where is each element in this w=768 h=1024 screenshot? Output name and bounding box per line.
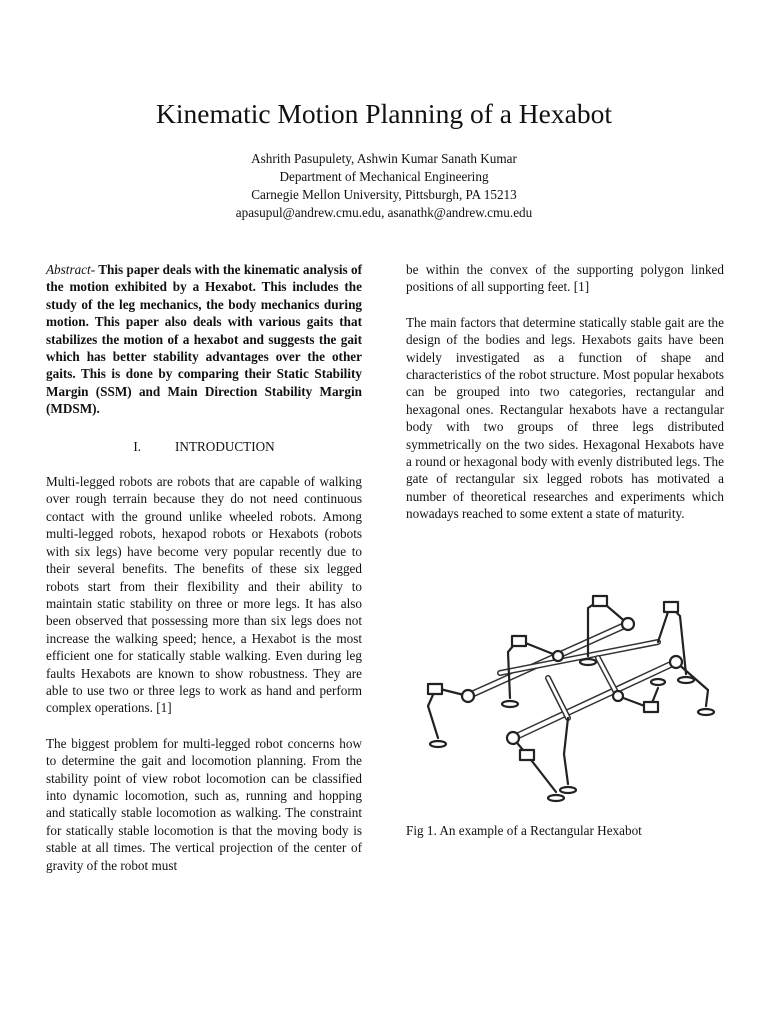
abstract-paragraph	[46, 261, 362, 418]
author-university: Carnegie Mellon University, Pittsburgh, PA 15213	[251, 187, 517, 202]
abstract-label: Abstract-	[46, 262, 96, 277]
intro-paragraph-3: The main factors that determine statically stable gait are the design of the bodies and legs. Hexabots gaits have been widely investigated as a function of shape and characteristics of the robot structure. Most popular hexabots can be grouped into two categories, rectangular and hexagonal ones. Rectangular hexabots have a rectangular body with two groups of three legs distributed symmetrically on the two sides. Hexagonal Hexabots have a round or hexagonal body with evenly distributed legs. The gate of rectangular six legged robots has motivated a number of theoretical researches and experiments which nowadays reached to some extent a state of maturity.	[406, 314, 724, 522]
intro-paragraph-2: The biggest problem for multi-legged robot concerns how to determine the gait and locomotion planning. From the stability point of view robot locomotion can be classified into dynamic locomotion, such as, running and hopping and statically stable locomotion as walking. The constraint for statically stable locomotion is that the moving body is stable at all times. The vertical projection of the center of gravity of the robot must	[46, 735, 362, 873]
intro-paragraph-1: Multi-legged robots are robots that are capable of walking over rough terrain because they do not need continuous contact with the ground unlike wheeled robots. Among multi-legged robots, hexapod robots or Hexabots (robots with six legs) have become very popular recently due to their several benefits. The benefits of these six legged robots start from their flexibility and their ability to maintain static stability on three or more legs. It has also been observed that possessing more than six legs does not increase the walking speed; hence, a Hexabot is the most efficient one for statically stable walking. Even during leg faults Hexabots are known to show robustness. They are able to use two or three legs to work as hand and perform complex operations. [1]	[46, 474, 362, 716]
author-department: Department of Mechanical Engineering	[279, 169, 489, 184]
author-block	[0, 150, 768, 222]
section-heading-introduction	[46, 438, 362, 455]
paper-title: Kinematic Motion Planning of a Hexabot	[156, 98, 612, 129]
figure-caption: Fig 1. An example of a Rectangular Hexabot	[406, 823, 642, 838]
abstract-text: This paper deals with the kinematic analysis of the motion exhibited by a Hexabot. This includes the study of the leg mechanics, the body mechanics during motion. This paper also deals with various gaits that stabilizes the motion of a hexabot and suggests the gait which has better stability advantages over the other gaits. This is done by comparing their Static Stability Margin (SSM) and Main Direction Stability Margin (MDSM).	[46, 262, 362, 417]
hexabot-figure	[418, 578, 718, 816]
author-names: Ashrith Pasupulety, Ashwin Kumar Sanath Kumar	[251, 151, 517, 166]
author-emails: apasupul@andrew.cmu.edu, asanathk@andrew.cmu.edu	[235, 205, 533, 220]
right-column	[406, 261, 724, 523]
section-number: I.	[133, 438, 142, 454]
hexabot-robot-illustration	[418, 578, 718, 816]
left-column	[46, 261, 362, 874]
section-title: INTRODUCTION	[175, 438, 275, 454]
intro-paragraph-2-continued: be within the convex of the supporting polygon linked positions of all supporting feet. [1]	[406, 262, 724, 295]
